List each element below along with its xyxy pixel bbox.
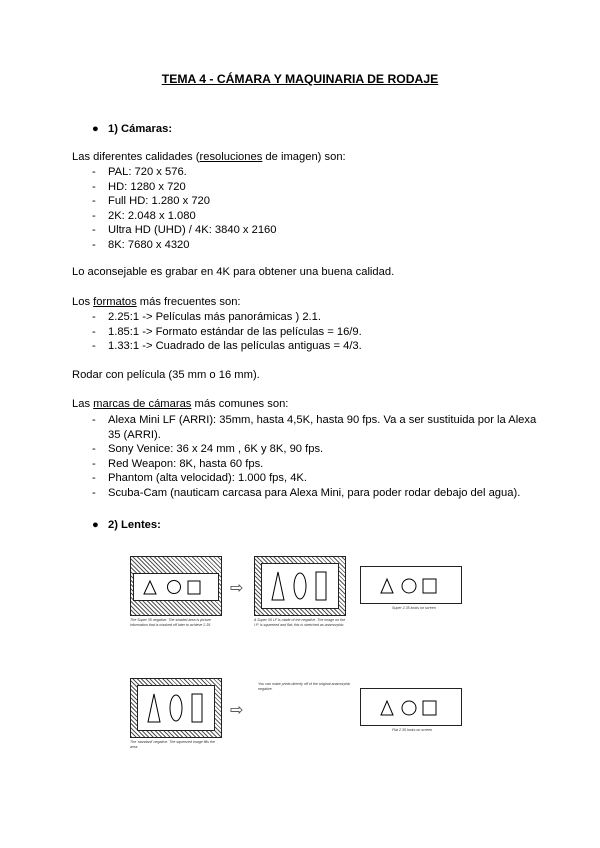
screen-shapes-icon <box>361 567 461 603</box>
arrow-right-icon: ⇨ <box>230 702 244 719</box>
figure-caption: Flat 2.35 looks on screen <box>392 728 433 732</box>
list-item: - HD: 1280 x 720 <box>92 180 277 195</box>
list-item: - Scuba-Cam (nauticam carcasa para Alexa Mini, para poder rodar debajo del agua). <box>92 486 540 501</box>
brands-term: marcas de cámaras <box>93 398 192 410</box>
list-item: - Phantom (alta velocidad): 1.000 fps, 4K. <box>92 471 540 486</box>
brands-intro: Las marcas de cámaras más comunes son: <box>72 398 289 410</box>
formats-list <box>92 310 362 354</box>
list-item: - Sony Venice: 36 x 24 mm , 6K y 8K, 90 fps. <box>92 442 540 457</box>
list-item: - Ultra HD (UHD) / 4K: 3840 x 2160 <box>92 223 277 238</box>
list-item: - 2.25:1 -> Películas más panorámicas ) 2.1. <box>92 310 362 325</box>
arrow-right-icon: ⇨ <box>230 580 244 597</box>
stretched-shapes-icon <box>138 686 214 730</box>
screen-shapes-icon <box>361 689 461 725</box>
list-item: - 1.85:1 -> Formato estándar de las películas = 16/9. <box>92 325 362 340</box>
resolutions-list <box>92 165 277 253</box>
list-item: - PAL: 720 x 576. <box>92 165 277 180</box>
figure-caption: The Super 35 negative. The shaded area is picture information that is masked off later to achieve 2.35. <box>130 618 212 627</box>
super35-negative-panel <box>130 556 222 616</box>
standard-negative-panel <box>130 678 222 738</box>
page-title: TEMA 4 - CÁMARA Y MAQUINARIA DE RODAJE <box>161 72 439 86</box>
shapes-icon <box>134 574 218 600</box>
interpositive-panel <box>254 556 346 616</box>
list-item: - 2K: 2.048 x 1.080 <box>92 209 277 224</box>
list-item: - 1.33:1 -> Cuadrado de las películas antiguas = 4/3. <box>92 339 362 354</box>
section-heading-cameras: ● 1) Cámaras: <box>92 123 173 135</box>
figure-caption: Super 2.35 looks on screen <box>392 606 436 610</box>
bullet-icon: ● <box>92 123 99 135</box>
figure-caption: The 'standard' negative. The squeezed image fills the area. <box>130 740 215 749</box>
lens-format-figure <box>130 548 470 766</box>
advice-text: Lo aconsejable es grabar en 4K para obtener una buena calidad. <box>72 266 395 278</box>
screen-panel <box>360 566 462 604</box>
resolutions-intro: Las diferentes calidades (resoluciones de imagen) son: <box>72 151 346 163</box>
section-heading-lenses: ● 2) Lentes: <box>92 519 161 531</box>
bullet-icon: ● <box>92 519 99 531</box>
figure-caption: You can make prints directly off of the original anamorphic negative. <box>258 682 351 691</box>
formats-intro: Los formatos más frecuentes son: <box>72 296 241 308</box>
stretched-shapes-icon <box>262 564 338 608</box>
list-item: - 8K: 7680 x 4320 <box>92 238 277 253</box>
list-item: - Alexa Mini LF (ARRI): 35mm, hasta 4,5K, hasta 90 fps. Va a ser sustituida por la Alexa 35 (ARRI). <box>92 413 540 442</box>
screen-panel <box>360 688 462 726</box>
list-item: - Full HD: 1.280 x 720 <box>92 194 277 209</box>
film-text: Rodar con película (35 mm o 16 mm). <box>72 369 260 381</box>
list-item: - Red Weapon: 8K, hasta 60 fps. <box>92 457 540 472</box>
resolutions-term: resoluciones <box>199 151 263 163</box>
formats-term: formatos <box>93 296 137 308</box>
brands-list <box>92 413 540 501</box>
figure-caption: A Super 35 LF is made of the negative. The image on the I.P. is squeezed and flat; this is stretched as anamorphic. <box>254 618 346 627</box>
